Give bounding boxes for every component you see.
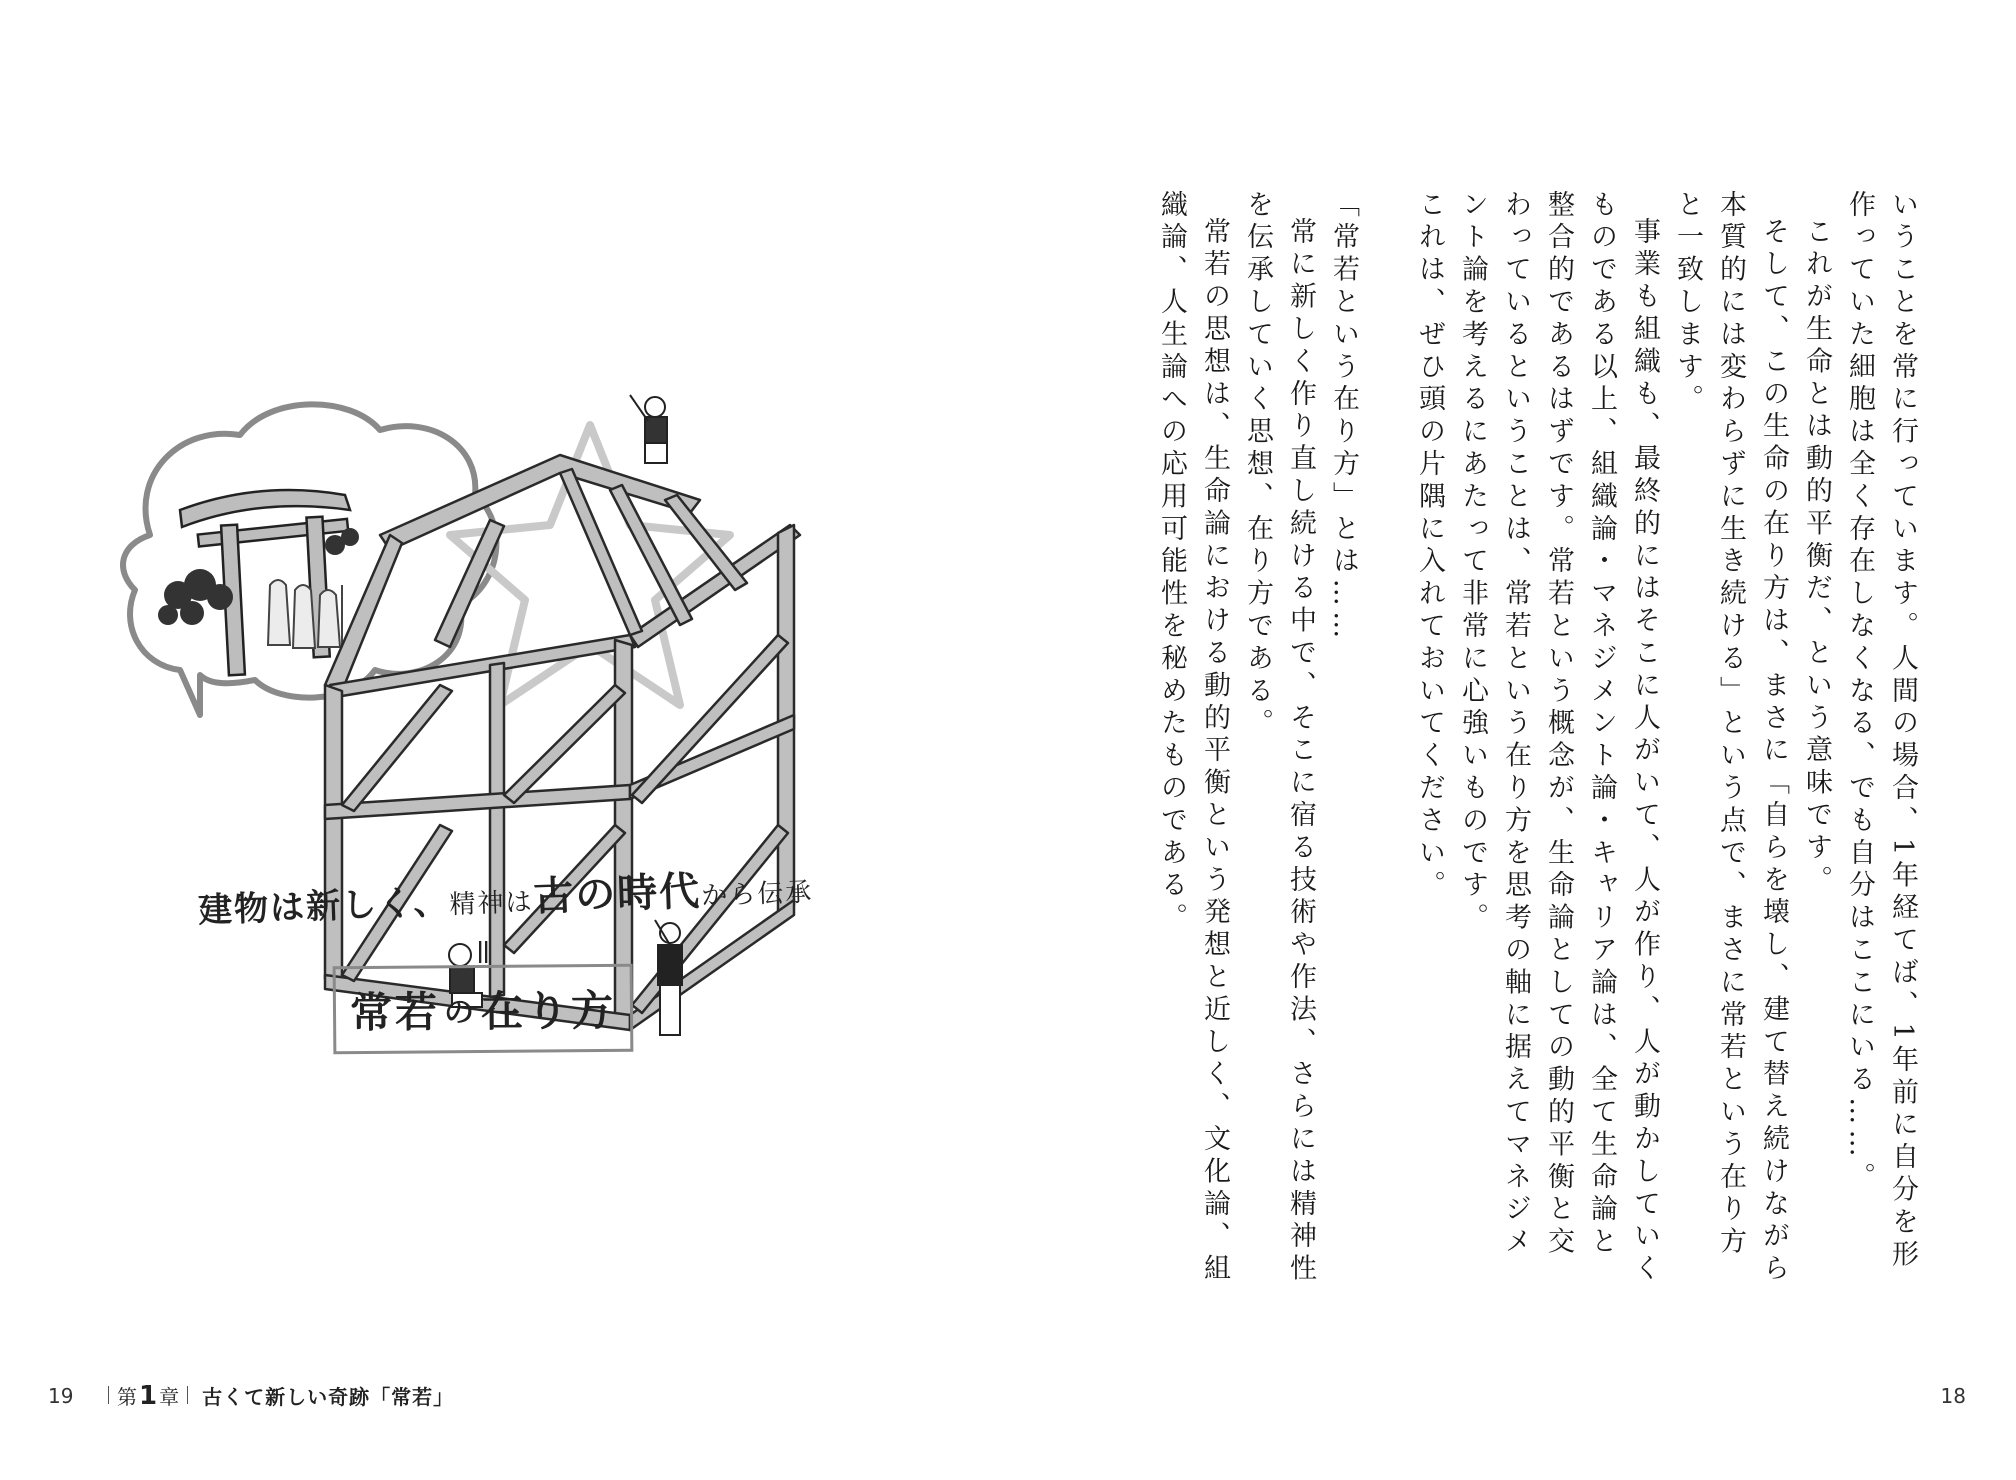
page-number-left: 19 xyxy=(48,1384,74,1408)
divider xyxy=(108,1386,109,1404)
worker-on-roof-icon xyxy=(630,395,667,463)
paragraph: 事業も組織も、最終的にはそこに人がいて、人が作り、人が動かしていくものである以上、組織論・マネジメント論・キャリア論は、全て生命論と整合的であるはずです。常若という概念が、生命論としての動的平衡と交わっているということは、常若という在り方を思考の軸に据えてマネジメント論を考えるにあたって非常に心強いものです。 xyxy=(1457,190,1660,1287)
paragraph: 常に新しく作り直し続ける中で、そこに宿る技術や作法、さらには精神性を伝承していく思想、在り方である。 xyxy=(1242,190,1316,1287)
divider xyxy=(187,1386,188,1404)
worker-standing-icon xyxy=(655,920,682,1035)
chapter-prefix: 第 xyxy=(117,1385,137,1409)
chapter-number: 1 xyxy=(139,1381,158,1411)
page-number-right: 18 xyxy=(1940,1384,1966,1408)
paragraph: これは、ぜひ頭の片隅に入れておいてください。 xyxy=(1414,190,1445,903)
illustration-caption: 建物は新しく、精神は古の時代から伝承 xyxy=(197,868,814,931)
blank-line xyxy=(1365,190,1408,1290)
chapter-title: 古くて新しい奇跡「常若」 xyxy=(202,1385,455,1409)
chapter-suffix: 章 xyxy=(159,1385,180,1409)
running-head xyxy=(100,1381,454,1411)
ancient-people-icon xyxy=(268,580,342,648)
section-lead: 「常若という在り方」とは…… xyxy=(1328,190,1359,644)
tokowaka-box: 常若 の 在り方 xyxy=(333,964,634,1055)
paragraph: いうことを常に行っています。人間の場合、1年経てば、1年前に自分を形作っていた細胞は全く存在しなくなる、でも自分はここにいる……。 xyxy=(1844,190,1918,1272)
paragraph: そして、この生命の在り方は、まさに「自らを壊し、建て替え続けながら本質的には変わらずに生き続ける」という点で、まさに常若という在り方と一致します。 xyxy=(1672,190,1789,1287)
equals-mark: ＝ xyxy=(464,937,499,967)
paragraph: これが生命とは動的平衡だ、という意味です。 xyxy=(1801,217,1832,898)
paragraph: 常若の思想は、生命論における動的平衡という発想と近しく、文化論、組織論、人生論への応用可能性を秘めたものである。 xyxy=(1156,190,1230,1287)
